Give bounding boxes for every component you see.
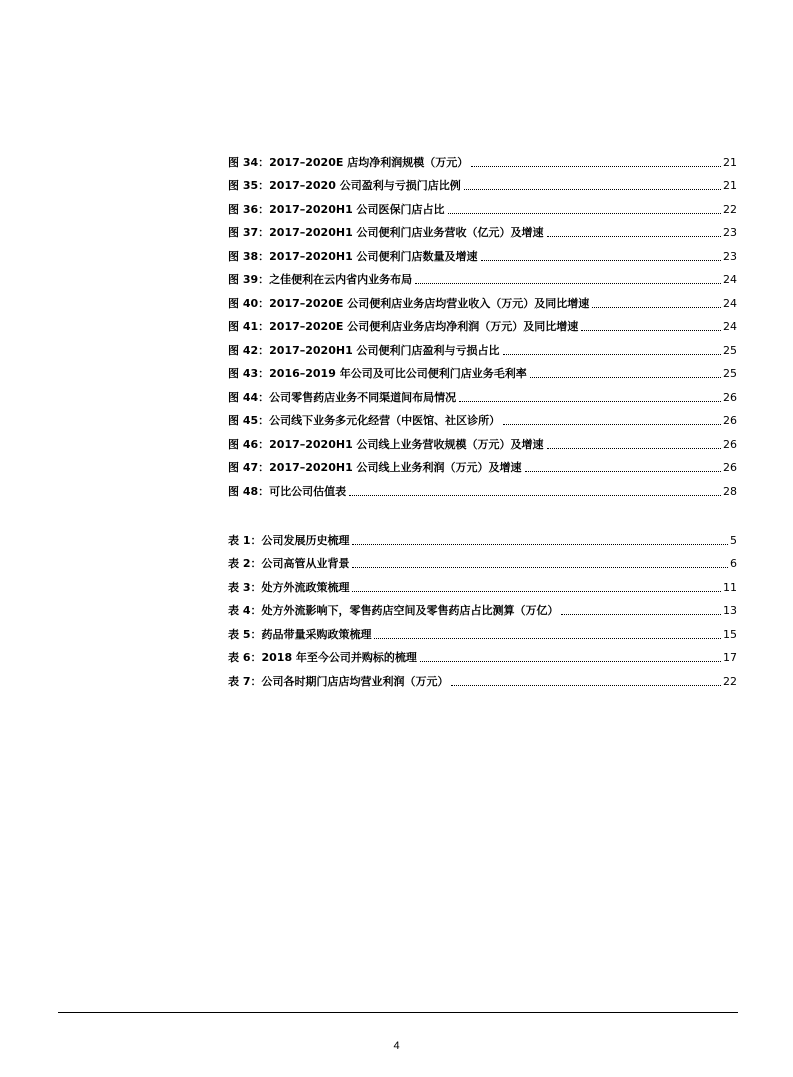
toc-entry-page: 24 — [723, 273, 737, 286]
toc-entry-label: 表 3：处方外流政策梳理 — [228, 580, 350, 594]
toc-entry-label: 图 37：2017–2020H1 公司便利门店业务营收（亿元）及增速 — [228, 226, 544, 239]
toc-entry[interactable] — [228, 452, 737, 476]
toc-entry[interactable] — [228, 170, 737, 194]
toc-entry-page: 6 — [730, 557, 737, 570]
dot-leader — [547, 447, 721, 449]
toc-entry-label: 图 45：公司线下业务多元化经营（中医馆、社区诊所） — [228, 414, 501, 427]
toc-entry[interactable] — [228, 287, 737, 311]
dot-leader — [451, 684, 721, 686]
toc-entry-label: 图 39：之佳便利在云内省内业务布局 — [228, 273, 413, 286]
dot-leader — [349, 494, 721, 496]
dot-leader — [448, 212, 721, 214]
toc-entry-label: 表 4：处方外流影响下，零售药店空间及零售药店占比测算（万亿） — [228, 604, 559, 617]
toc-entry-label: 图 44：公司零售药店业务不同渠道间布局情况 — [228, 390, 457, 404]
toc-entry-page: 26 — [723, 437, 737, 451]
figure-list — [228, 146, 737, 499]
toc-entry-label: 表 2：公司高管从业背景 — [228, 557, 350, 570]
dot-leader — [547, 235, 721, 237]
toc-entry-label: 图 47：2017–2020H1 公司线上业务利润（万元）及增速 — [228, 461, 522, 474]
dot-leader — [481, 259, 721, 261]
toc-entry-label: 图 36：2017–2020H1 公司医保门店占比 — [228, 202, 445, 216]
toc-entry-page: 22 — [723, 674, 737, 688]
toc-entry[interactable] — [228, 217, 737, 241]
toc-entry-label: 图 34：2017–2020E 店均净利润规模（万元） — [228, 155, 469, 169]
toc-entry[interactable] — [228, 595, 737, 619]
dot-leader — [561, 613, 721, 615]
dot-leader — [581, 329, 721, 331]
toc-entry[interactable] — [228, 146, 737, 170]
dot-leader — [352, 543, 728, 545]
dot-leader — [459, 400, 721, 402]
dot-leader — [471, 165, 721, 167]
toc-entry-page: 25 — [723, 343, 737, 357]
table-list — [228, 524, 737, 689]
toc-entry-label: 图 40：2017–2020E 公司便利店业务店均营业收入（万元）及同比增速 — [228, 296, 590, 310]
toc-entry[interactable] — [228, 311, 737, 335]
toc-entry[interactable] — [228, 642, 737, 666]
dot-leader — [415, 282, 721, 284]
toc-entry-label: 图 35：2017–2020 公司盈利与亏损门店比例 — [228, 179, 461, 192]
toc-entry-label: 图 38：2017–2020H1 公司便利门店数量及增速 — [228, 249, 478, 263]
toc-entry[interactable] — [228, 665, 737, 689]
toc-entry-page: 22 — [723, 202, 737, 216]
dot-leader — [525, 470, 721, 472]
toc-entry-page: 24 — [723, 320, 737, 333]
toc-entry[interactable] — [228, 334, 737, 358]
toc-entry-page: 13 — [723, 604, 737, 617]
toc-entry[interactable] — [228, 405, 737, 429]
toc-entry-page: 11 — [723, 580, 737, 594]
toc-entry-label: 图 46：2017–2020H1 公司线上业务营收规模（万元）及增速 — [228, 437, 544, 451]
toc-entry-label: 图 48：可比公司估值表 — [228, 484, 347, 498]
toc-entry[interactable] — [228, 264, 737, 288]
toc-entry[interactable] — [228, 618, 737, 642]
toc-entry[interactable] — [228, 475, 737, 499]
toc-entry-page: 26 — [723, 461, 737, 474]
dot-leader — [352, 566, 728, 568]
dot-leader — [420, 660, 721, 662]
dot-leader — [374, 637, 721, 639]
toc-entry[interactable] — [228, 571, 737, 595]
toc-entry-page: 28 — [723, 484, 737, 498]
toc-entry-label: 表 1：公司发展历史梳理 — [228, 533, 350, 547]
toc-entry[interactable] — [228, 548, 737, 572]
toc-entry[interactable] — [228, 381, 737, 405]
toc-entry[interactable] — [228, 428, 737, 452]
toc-entry-page: 25 — [723, 367, 737, 380]
toc-entry-page: 24 — [723, 296, 737, 310]
toc-entry-page: 26 — [723, 414, 737, 427]
toc-entry-label: 表 6：2018 年至今公司并购标的梳理 — [228, 651, 417, 664]
toc-entry-page: 23 — [723, 249, 737, 263]
page-number: 4 — [393, 1040, 400, 1052]
dot-leader — [592, 306, 721, 308]
toc-entry-page: 21 — [723, 155, 737, 169]
footer-divider — [58, 1012, 738, 1013]
toc-entry-page: 21 — [723, 179, 737, 192]
toc-entry[interactable] — [228, 524, 737, 548]
dot-leader — [352, 590, 721, 592]
dot-leader — [464, 188, 721, 190]
toc-entry-label: 图 42：2017–2020H1 公司便利门店盈利与亏损占比 — [228, 343, 500, 357]
toc-entry-page: 15 — [723, 627, 737, 641]
toc-entry[interactable] — [228, 358, 737, 382]
toc-entry-page: 26 — [723, 390, 737, 404]
toc-entry[interactable] — [228, 193, 737, 217]
toc-entry-label: 表 7：公司各时期门店店均营业利润（万元） — [228, 674, 449, 688]
toc-entry-page: 17 — [723, 651, 737, 664]
toc-entry-label: 图 43：2016–2019 年公司及可比公司便利门店业务毛利率 — [228, 367, 527, 380]
dot-leader — [503, 353, 721, 355]
toc-entry[interactable] — [228, 240, 737, 264]
dot-leader — [530, 376, 721, 378]
toc-entry-page: 23 — [723, 226, 737, 239]
toc-entry-label: 图 41：2017–2020E 公司便利店业务店均净利润（万元）及同比增速 — [228, 320, 579, 333]
toc-entry-page: 5 — [730, 533, 737, 547]
toc-entry-label: 表 5：药品带量采购政策梳理 — [228, 627, 372, 641]
dot-leader — [503, 423, 721, 425]
